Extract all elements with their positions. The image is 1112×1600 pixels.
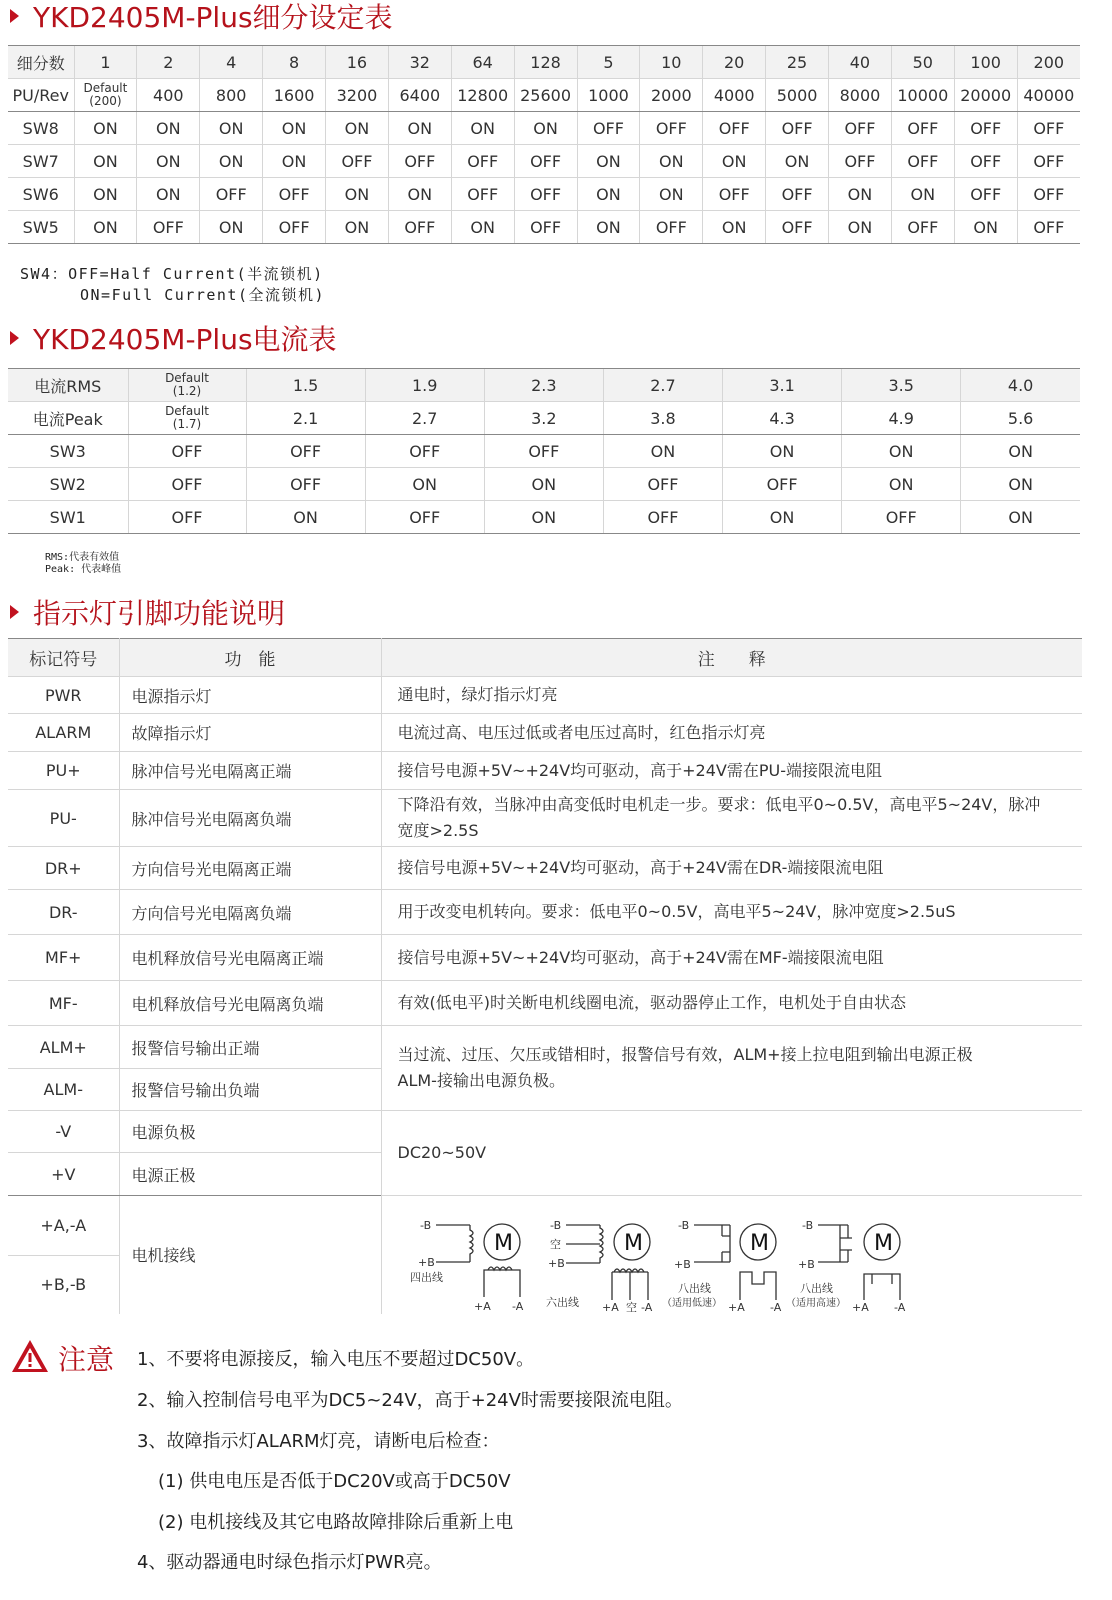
svg-text:（适用高速）: （适用高速） (786, 1298, 846, 1309)
switch-state: ON (365, 468, 484, 501)
warning-icon (10, 1338, 50, 1374)
svg-text:M: M (494, 1231, 513, 1256)
wire-label-minus-b: -B (420, 1219, 432, 1232)
six-wire-label: 六出线 (546, 1296, 579, 1309)
switch-state: OFF (640, 211, 703, 244)
header-symbol: 标记符号 (8, 639, 119, 677)
switch-state: ON (263, 145, 326, 178)
svg-text:-B: -B (550, 1219, 562, 1232)
eight-wire-label-high: 八出线 (800, 1282, 833, 1295)
switch-label: SW1 (8, 501, 128, 534)
eight-wire-label-low: 八出线 (678, 1282, 711, 1295)
section1-title: YKD2405M-Plus细分设定表 (10, 0, 393, 36)
switch-state: OFF (1017, 112, 1080, 145)
table-row: ALM+ 报警信号输出正端 当过流、过压、欠压或错相时，报警信号有效，ALM+接上拉电阻到输出电源正极 ALM-接输出电源负极。 (8, 1026, 1082, 1069)
power-note: DC20~50V (381, 1111, 1082, 1196)
switch-state: ON (74, 145, 137, 178)
table-row: +A,-A 电机接线 (8, 1196, 1082, 1256)
peak-row-label: 电流Peak (8, 402, 128, 435)
switch-state: ON (842, 468, 961, 501)
switch-state: ON (703, 211, 766, 244)
switch-state: OFF (246, 468, 365, 501)
svg-text:+A: +A (728, 1301, 745, 1314)
switch-state: ON (200, 211, 263, 244)
microstep-value: 200 (1017, 46, 1080, 79)
switch-state: ON (74, 178, 137, 211)
switch-state: ON (74, 112, 137, 145)
switch-state: OFF (365, 435, 484, 468)
switch-state: OFF (703, 178, 766, 211)
pulse-value: 4000 (703, 79, 766, 112)
microstep-value: 4 (200, 46, 263, 79)
switch-state: OFF (388, 211, 451, 244)
switch-state: ON (703, 145, 766, 178)
peak-default-cell: Default (1.7) (128, 402, 246, 435)
switch-row-sw6 (8, 178, 1080, 211)
switch-state: ON (961, 468, 1080, 501)
wire-label-plus-b: +B (418, 1256, 435, 1269)
pulse-default-cell: Default (200) (74, 79, 137, 112)
switch-state: ON (829, 211, 892, 244)
switch-state: OFF (263, 211, 326, 244)
svg-text:M: M (624, 1231, 643, 1256)
peak-value: 4.9 (842, 402, 961, 435)
switch-state: OFF (766, 211, 829, 244)
pin-table-header (8, 639, 1082, 677)
pulse-value: 3200 (326, 79, 389, 112)
switch-state: ON (388, 178, 451, 211)
pulse-value: 800 (200, 79, 263, 112)
table-row: ALM- 报警信号输出负端 (8, 1069, 1082, 1111)
rms-row-label: 电流RMS (8, 369, 128, 402)
switch-state: OFF (842, 501, 961, 534)
switch-state: OFF (577, 112, 640, 145)
switch-state: ON (200, 112, 263, 145)
switch-state: ON (577, 178, 640, 211)
switch-state: OFF (246, 435, 365, 468)
table-row: ALARM 故障指示灯 电流过高、电压过低或者电压过高时，红色指示灯亮 (8, 714, 1082, 752)
switch-state: OFF (263, 178, 326, 211)
switch-state: ON (577, 145, 640, 178)
microstep-value: 64 (451, 46, 514, 79)
svg-text:-A: -A (894, 1301, 906, 1314)
microstep-value: 2 (137, 46, 200, 79)
switch-state: ON (640, 145, 703, 178)
warning-line-4: (1) 供电电压是否低于DC20V或高于DC50V (158, 1471, 511, 1492)
pulse-value: 40000 (1017, 79, 1080, 112)
wire-label-plus-a: +A (474, 1300, 491, 1313)
switch-state: OFF (723, 468, 842, 501)
microstep-value: 8 (263, 46, 326, 79)
peak-value: 2.1 (246, 402, 365, 435)
svg-text:+B: +B (548, 1257, 565, 1270)
switch-state: ON (137, 178, 200, 211)
pulse-value: 400 (137, 79, 200, 112)
four-wire-label: 四出线 (410, 1271, 443, 1284)
switch-row-sw7 (8, 145, 1080, 178)
current-table (8, 368, 1080, 534)
switch-state: OFF (703, 112, 766, 145)
switch-label: SW6 (8, 178, 74, 211)
peak-value: 5.6 (961, 402, 1080, 435)
svg-text:（适用低速）: （适用低速） (662, 1298, 722, 1309)
microstep-value: 50 (891, 46, 954, 79)
switch-state: ON (829, 178, 892, 211)
microstep-value: 10 (640, 46, 703, 79)
microstep-value: 20 (703, 46, 766, 79)
warning-line-5: (2) 电机接线及其它电路故障排除后重新上电 (158, 1512, 514, 1533)
switch-state: ON (246, 501, 365, 534)
section2-title: YKD2405M-Plus电流表 (10, 318, 337, 358)
switch-state: OFF (514, 145, 577, 178)
table-row: MF- 电机释放信号光电隔离负端 有效(低电平)时关断电机线圈电流，驱动器停止工作，电机处于自由状态 (8, 981, 1082, 1026)
switch-state: OFF (954, 112, 1017, 145)
svg-text:+B: +B (674, 1258, 691, 1271)
svg-text:M: M (750, 1231, 769, 1256)
switch-label: SW8 (8, 112, 74, 145)
switch-state: OFF (1017, 145, 1080, 178)
table-row: MF+ 电机释放信号光电隔离正端 接信号电源+5V~+24V均可驱动，高于+24V需在MF-端接限流电阻 (8, 935, 1082, 981)
microstep-value: 100 (954, 46, 1017, 79)
header-note: 注 释 (381, 639, 1082, 677)
pulse-value: 6400 (388, 79, 451, 112)
peak-row (8, 402, 1080, 435)
microstep-header-row (8, 46, 1080, 79)
switch-state: ON (388, 112, 451, 145)
pulse-row-label: PU/Rev (8, 79, 74, 112)
rms-value: 3.5 (842, 369, 961, 402)
switch-state: ON (263, 112, 326, 145)
pulse-value: 8000 (829, 79, 892, 112)
svg-text:空: 空 (626, 1301, 637, 1314)
switch-state: ON (137, 145, 200, 178)
bullet-triangle-icon (10, 605, 19, 619)
switch-state: ON (451, 112, 514, 145)
peak-note: Peak: 代表峰值 (45, 564, 122, 575)
switch-state: OFF (766, 178, 829, 211)
microstep-value: 1 (74, 46, 137, 79)
rms-value: 1.9 (365, 369, 484, 402)
microstep-header-label: 细分数 (8, 46, 74, 79)
pulse-value: 20000 (954, 79, 1017, 112)
header-function: 功 能 (119, 639, 381, 677)
switch-state: OFF (1017, 211, 1080, 244)
svg-text:+A: +A (852, 1301, 869, 1314)
svg-text:+A: +A (602, 1301, 619, 1314)
svg-text:-A: -A (770, 1301, 782, 1314)
switch-state: OFF (829, 145, 892, 178)
microstep-table (8, 45, 1080, 244)
svg-text:M: M (874, 1231, 893, 1256)
switch-state: OFF (365, 501, 484, 534)
switch-state: OFF (326, 145, 389, 178)
rms-value: 2.7 (603, 369, 722, 402)
switch-state: OFF (829, 112, 892, 145)
table-row: DR- 方向信号光电隔离负端 用于改变电机转向。要求：低电平0~0.5V，高电平5~24V，脉冲宽度>2.5uS (8, 890, 1082, 935)
switch-state: OFF (1017, 178, 1080, 211)
warning-line-3: 3、故障指示灯ALARM灯亮，请断电后检查： (137, 1431, 500, 1452)
rms-note: RMS:代表有效值 (45, 552, 120, 563)
microstep-value: 40 (829, 46, 892, 79)
pulse-value: 12800 (451, 79, 514, 112)
switch-state: ON (954, 211, 1017, 244)
table-row: DR+ 方向信号光电隔离正端 接信号电源+5V~+24V均可驱动，高于+24V需在DR-端接限流电阻 (8, 847, 1082, 890)
switch-state: ON (640, 178, 703, 211)
pulse-value: 2000 (640, 79, 703, 112)
microstep-value: 32 (388, 46, 451, 79)
switch-row-sw5 (8, 211, 1080, 244)
switch-state: ON (961, 435, 1080, 468)
switch-state: ON (74, 211, 137, 244)
sw4-note-line2: ON=Full Current(全流锁机) (80, 286, 326, 304)
pulse-value: 1000 (577, 79, 640, 112)
switch-state: ON (842, 435, 961, 468)
switch-state: ON (603, 435, 722, 468)
sw4-note-line1: SW4：OFF=Half Current(半流锁机) (20, 265, 324, 283)
pulse-value: 25600 (514, 79, 577, 112)
switch-state: ON (723, 501, 842, 534)
switch-state: OFF (128, 435, 246, 468)
svg-text:空: 空 (550, 1238, 561, 1251)
switch-state: OFF (603, 468, 722, 501)
switch-state: ON (514, 112, 577, 145)
switch-label: SW5 (8, 211, 74, 244)
microstep-value: 25 (766, 46, 829, 79)
switch-state: ON (326, 178, 389, 211)
switch-state: ON (326, 112, 389, 145)
switch-label: SW7 (8, 145, 74, 178)
svg-text:-B: -B (802, 1219, 814, 1232)
switch-state: OFF (451, 145, 514, 178)
switch-state: ON (451, 211, 514, 244)
switch-state: ON (200, 145, 263, 178)
switch-state: OFF (200, 178, 263, 211)
coil-a-icon (484, 1267, 520, 1297)
microstep-value: 128 (514, 46, 577, 79)
switch-state: OFF (514, 211, 577, 244)
table-row: +V 电源正极 (8, 1153, 1082, 1196)
wire-label-minus-a: -A (512, 1300, 524, 1313)
switch-row-sw2 (8, 468, 1080, 501)
switch-state: ON (891, 178, 954, 211)
switch-state: OFF (891, 145, 954, 178)
warning-line-1: 1、不要将电源接反，输入电压不要超过DC50V。 (137, 1349, 535, 1370)
peak-value: 3.8 (603, 402, 722, 435)
switch-state: ON (484, 468, 603, 501)
peak-value: 3.2 (484, 402, 603, 435)
switch-state: ON (577, 211, 640, 244)
peak-value: 4.3 (723, 402, 842, 435)
switch-state: OFF (128, 468, 246, 501)
switch-state: OFF (766, 112, 829, 145)
switch-label: SW3 (8, 435, 128, 468)
switch-state: OFF (128, 501, 246, 534)
table-row: -V 电源负极 DC20~50V (8, 1111, 1082, 1153)
rms-value: 4.0 (961, 369, 1080, 402)
switch-state: ON (766, 145, 829, 178)
rms-value: 2.3 (484, 369, 603, 402)
pulse-value: 1600 (263, 79, 326, 112)
svg-text:+B: +B (798, 1258, 815, 1271)
microstep-value: 5 (577, 46, 640, 79)
switch-state: OFF (514, 178, 577, 211)
rms-row (8, 369, 1080, 402)
bullet-triangle-icon (10, 9, 19, 23)
table-row: +B,-B (8, 1256, 1082, 1314)
warning-line-6: 4、驱动器通电时绿色指示灯PWR亮。 (137, 1552, 442, 1573)
switch-state: OFF (388, 145, 451, 178)
svg-text:-A: -A (641, 1301, 653, 1314)
peak-value: 2.7 (365, 402, 484, 435)
switch-state: ON (326, 211, 389, 244)
switch-state: OFF (891, 112, 954, 145)
warning-title: 注意 (58, 1343, 115, 1376)
alarm-note: 当过流、过压、欠压或错相时，报警信号有效，ALM+接上拉电阻到输出电源正极 ALM-接输出电源负极。 (381, 1026, 1082, 1111)
switch-row-sw8 (8, 112, 1080, 145)
switch-state: OFF (954, 178, 1017, 211)
switch-state: ON (961, 501, 1080, 534)
pulse-value: 10000 (891, 79, 954, 112)
rms-value: 1.5 (246, 369, 365, 402)
table-row: PU- 脉冲信号光电隔离负端 下降沿有效，当脉冲由高变低时电机走一步。要求：低电平0~0.5V，高电平5~24V，脉冲宽度>2.5S (8, 790, 1082, 847)
svg-text:-B: -B (678, 1219, 690, 1232)
rms-default-cell: Default (1.2) (128, 369, 246, 402)
coil-b-icon (436, 1225, 473, 1262)
switch-state: OFF (891, 211, 954, 244)
table-row: PWR 电源指示灯 通电时，绿灯指示灯亮 (8, 677, 1082, 714)
pulse-value: 5000 (766, 79, 829, 112)
switch-row-sw1 (8, 501, 1080, 534)
rms-value: 3.1 (723, 369, 842, 402)
microstep-value: 16 (326, 46, 389, 79)
warning-line-2: 2、输入控制信号电平为DC5~24V，高于+24V时需要接限流电阻。 (137, 1390, 683, 1411)
switch-state: ON (137, 112, 200, 145)
switch-state: OFF (451, 178, 514, 211)
switch-state: OFF (954, 145, 1017, 178)
switch-state: OFF (640, 112, 703, 145)
section3-title: 指示灯引脚功能说明 (10, 592, 285, 632)
motor-wiring-diagrams (400, 1212, 920, 1322)
pulse-row (8, 79, 1080, 112)
bullet-triangle-icon (10, 331, 19, 345)
switch-state: ON (484, 501, 603, 534)
switch-row-sw3 (8, 435, 1080, 468)
switch-state: OFF (137, 211, 200, 244)
switch-state: OFF (484, 435, 603, 468)
switch-state: OFF (603, 501, 722, 534)
switch-label: SW2 (8, 468, 128, 501)
switch-state: ON (723, 435, 842, 468)
table-row: PU+ 脉冲信号光电隔离正端 接信号电源+5V~+24V均可驱动，高于+24V需在PU-端接限流电阻 (8, 752, 1082, 790)
